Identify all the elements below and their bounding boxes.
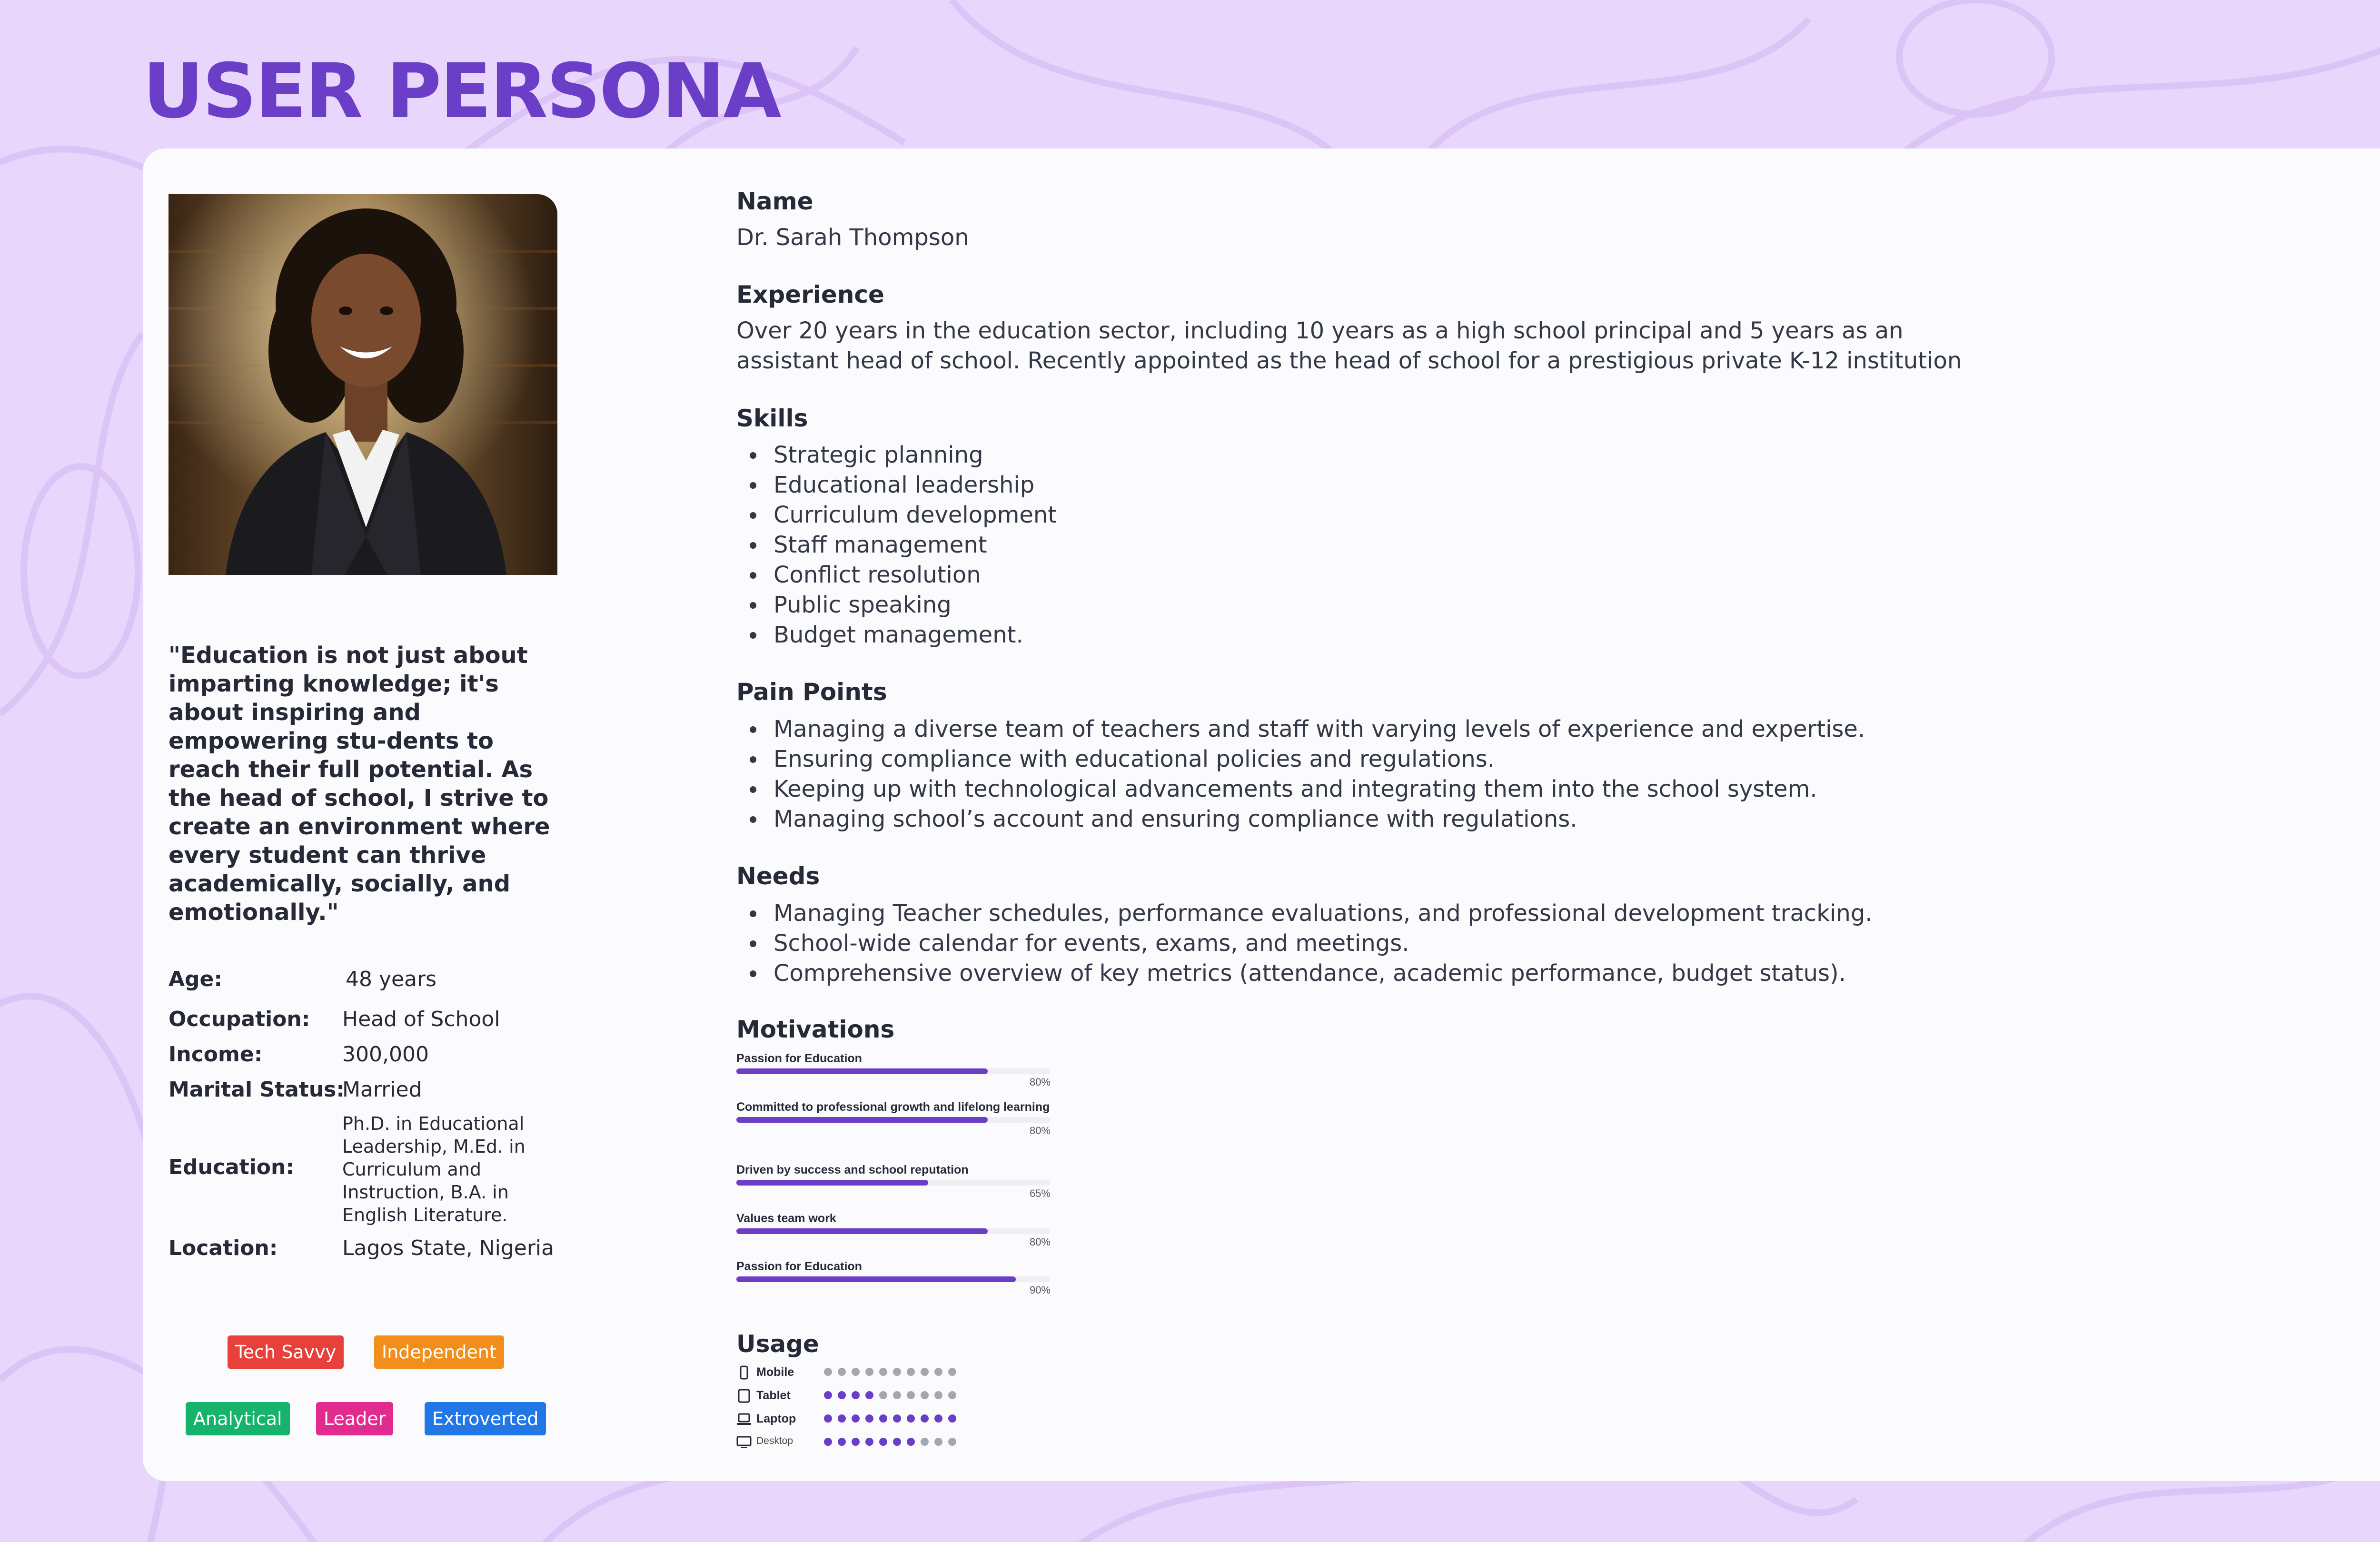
motivation-percent: 90%	[1029, 1284, 1051, 1296]
list-item: Managing a diverse team of teachers and staff with varying levels of experience and expertise.	[736, 714, 1865, 744]
usage-dot	[934, 1414, 942, 1423]
motivation-percent: 65%	[1029, 1187, 1051, 1199]
usage-dot	[921, 1414, 929, 1423]
list-item: Ensuring compliance with educational policies and regulations.	[736, 744, 1865, 774]
desktop-icon	[736, 1435, 752, 1450]
info-label: Income:	[169, 1042, 263, 1067]
usage-dot	[879, 1368, 887, 1376]
needs-title: Needs	[736, 862, 820, 890]
list-item: Conflict resolution	[736, 560, 1057, 590]
usage-dot	[824, 1368, 832, 1376]
usage-dot	[838, 1414, 846, 1423]
usage-dot	[852, 1414, 860, 1423]
usage-dot	[948, 1414, 956, 1423]
skills-list	[736, 440, 1057, 650]
motivation-track	[736, 1117, 1051, 1123]
list-item: Staff management	[736, 530, 1057, 560]
skills-title: Skills	[736, 405, 808, 432]
usage-dot	[948, 1368, 956, 1376]
usage-dot	[948, 1438, 956, 1446]
info-value: 48 years	[346, 967, 437, 991]
usage-row-tablet	[736, 1387, 1022, 1406]
info-value: 300,000	[342, 1042, 429, 1067]
list-item: Curriculum development	[736, 500, 1057, 530]
motivation-track	[736, 1180, 1051, 1186]
usage-dot	[824, 1414, 832, 1423]
usage-dot	[838, 1368, 846, 1376]
usage-dot	[879, 1438, 887, 1446]
usage-dot	[948, 1391, 956, 1399]
info-value: Ph.D. in Educational Leadership, M.Ed. in Curriculum and Instruction, B.A. in English Literature.	[342, 1113, 526, 1226]
usage-dot	[893, 1438, 901, 1446]
motivation-item	[736, 1212, 1051, 1248]
pain-points-list	[736, 714, 1865, 834]
info-value: Lagos State, Nigeria	[342, 1236, 555, 1260]
info-label: Age:	[169, 967, 222, 991]
usage-label: Desktop	[756, 1435, 793, 1446]
motivation-percent: 80%	[1029, 1076, 1051, 1088]
usage-dot	[921, 1438, 929, 1446]
list-item: School-wide calendar for events, exams, and meetings.	[736, 929, 1873, 959]
info-value: Married	[342, 1077, 422, 1102]
usage-dot	[893, 1414, 901, 1423]
list-item: Managing school’s account and ensuring compliance with regulations.	[736, 804, 1865, 834]
usage-dot	[921, 1368, 929, 1376]
motivation-bar	[736, 1180, 928, 1186]
info-label: Education:	[169, 1155, 294, 1179]
motivation-bar	[736, 1117, 988, 1123]
motivation-label: Values team work	[736, 1212, 836, 1225]
persona-card	[143, 148, 2380, 1481]
list-item: Comprehensive overview of key metrics (attendance, academic performance, budget status).	[736, 959, 1873, 988]
name-title: Name	[736, 188, 813, 215]
motivation-track	[736, 1276, 1051, 1282]
experience-line: Over 20 years in the education sector, including 10 years as a high school principal and 5 years as an	[736, 317, 1904, 344]
mobile-icon	[736, 1365, 752, 1380]
experience-line: assistant head of school. Recently appointed as the head of school for a prestigious private K-12 institution	[736, 347, 1962, 374]
motivation-bar	[736, 1228, 988, 1234]
usage-label: Mobile	[756, 1365, 794, 1379]
usage-dot	[934, 1438, 942, 1446]
usage-dot	[934, 1391, 942, 1399]
persona-quote: "Education is not just about imparting knowledge; it's about inspiring and empowering stu-dents to reach their full potential. As the head of school, I strive to create an environment where every student can thrive academically, socially, and emotionally."	[169, 642, 550, 926]
usage-dot	[865, 1414, 873, 1423]
list-item: Strategic planning	[736, 440, 1057, 470]
usage-dot	[893, 1368, 901, 1376]
tag-extroverted: Extroverted	[425, 1402, 546, 1435]
usage-dot	[852, 1368, 860, 1376]
usage-dot	[907, 1438, 915, 1446]
motivation-label: Passion for Education	[736, 1052, 862, 1065]
list-item: Educational leadership	[736, 470, 1057, 500]
list-item: Public speaking	[736, 590, 1057, 620]
portrait-photo-icon	[169, 194, 557, 575]
usage-dot	[907, 1368, 915, 1376]
needs-list	[736, 899, 1873, 988]
motivation-label: Driven by success and school reputation	[736, 1163, 969, 1176]
tag-leader: Leader	[316, 1402, 393, 1435]
pain-points-title: Pain Points	[736, 678, 887, 706]
motivation-track	[736, 1068, 1051, 1074]
laptop-icon	[736, 1412, 752, 1426]
usage-row-desktop	[736, 1433, 1022, 1453]
usage-dot	[907, 1391, 915, 1399]
usage-dot	[824, 1438, 832, 1446]
name-value: Dr. Sarah Thompson	[736, 224, 969, 251]
motivations-title: Motivations	[736, 1016, 895, 1043]
usage-dot	[824, 1391, 832, 1399]
usage-dot	[865, 1368, 873, 1376]
usage-label: Laptop	[756, 1412, 796, 1425]
usage-row-laptop	[736, 1410, 1022, 1429]
usage-dot	[852, 1438, 860, 1446]
experience-title: Experience	[736, 281, 884, 308]
motivation-item	[736, 1163, 1051, 1200]
motivation-label: Passion for Education	[736, 1260, 862, 1273]
motivation-bar	[736, 1276, 1016, 1282]
usage-dot	[852, 1391, 860, 1399]
usage-dot	[907, 1414, 915, 1423]
list-item: Budget management.	[736, 620, 1057, 650]
motivation-percent: 80%	[1029, 1236, 1051, 1248]
experience-text	[736, 316, 2117, 376]
tag-tech-savvy: Tech Savvy	[228, 1335, 344, 1369]
motivation-percent: 80%	[1029, 1125, 1051, 1137]
motivation-label: Committed to professional growth and lifelong learning	[736, 1100, 1050, 1114]
motivation-bar	[736, 1068, 988, 1074]
usage-row-mobile	[736, 1364, 1022, 1383]
motivation-item	[736, 1052, 1051, 1088]
motivation-item	[736, 1100, 1051, 1137]
persona-photo	[169, 194, 557, 575]
usage-dot	[865, 1438, 873, 1446]
usage-dot	[921, 1391, 929, 1399]
usage-dot	[865, 1391, 873, 1399]
tag-analytical: Analytical	[186, 1402, 290, 1435]
info-value: Head of School	[342, 1007, 500, 1031]
info-label: Location:	[169, 1236, 278, 1260]
usage-title: Usage	[736, 1330, 819, 1358]
list-item: Managing Teacher schedules, performance evaluations, and professional development tracking.	[736, 899, 1873, 929]
usage-dot	[838, 1391, 846, 1399]
usage-dot	[893, 1391, 901, 1399]
usage-dot	[879, 1414, 887, 1423]
tag-independent: Independent	[374, 1335, 504, 1369]
usage-dot	[879, 1391, 887, 1399]
info-label: Marital Status:	[169, 1077, 345, 1102]
motivation-item	[736, 1260, 1051, 1296]
page-title: USER PERSONA	[143, 48, 780, 135]
usage-dot	[838, 1438, 846, 1446]
usage-dot	[934, 1368, 942, 1376]
list-item: Keeping up with technological advancements and integrating them into the school system.	[736, 774, 1865, 804]
motivation-track	[736, 1228, 1051, 1234]
tablet-icon	[736, 1389, 752, 1403]
usage-label: Tablet	[756, 1389, 791, 1402]
info-label: Occupation:	[169, 1007, 310, 1031]
